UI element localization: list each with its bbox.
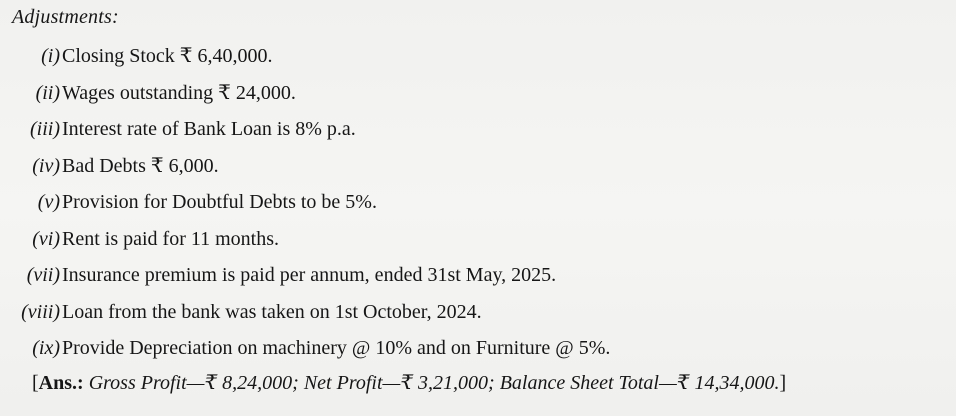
item-number: (vii) xyxy=(26,264,60,286)
item-text: Interest rate of Bank Loan is 8% p.a. xyxy=(62,118,356,140)
item-number: (viii) xyxy=(21,300,60,323)
answer-label: Ans.: xyxy=(38,372,84,394)
item-number: (iii) xyxy=(30,118,60,140)
answer-close-bracket: ] xyxy=(779,372,787,394)
list-item xyxy=(0,38,956,75)
list-item xyxy=(0,257,956,294)
item-text: Insurance premium is paid per annum, ended 31st May, 2025. xyxy=(62,264,557,286)
item-number: (vi) xyxy=(32,227,60,250)
answer-text: Gross Profit—₹ 8,24,000; Net Profit—₹ 3,21,000; Balance Sheet Total—₹ 14,34,000. xyxy=(88,372,780,394)
item-text: Rent is paid for 11 months. xyxy=(62,227,280,250)
item-number: (i) xyxy=(41,45,60,67)
list-item xyxy=(0,111,956,148)
item-text: Provision for Doubtful Debts to be 5%. xyxy=(62,191,377,213)
item-text: Closing Stock ₹ 6,40,000. xyxy=(62,45,273,67)
list-item xyxy=(0,294,956,331)
answer-open-bracket: [ xyxy=(32,372,39,394)
item-number: (v) xyxy=(37,191,60,213)
item-number: (ix) xyxy=(32,337,60,359)
item-text: Bad Debts ₹ 6,000. xyxy=(62,154,219,177)
item-text: Provide Depreciation on machinery @ 10% and on Furniture @ 5%. xyxy=(62,337,611,359)
answer-line xyxy=(32,370,786,395)
adjustments-list xyxy=(0,38,956,367)
item-number: (iv) xyxy=(32,154,60,177)
list-item xyxy=(0,148,956,185)
item-number: (ii) xyxy=(35,81,60,104)
list-item xyxy=(0,330,956,367)
list-item xyxy=(0,221,956,258)
list-item xyxy=(0,184,956,221)
item-text: Loan from the bank was taken on 1st October, 2024. xyxy=(62,300,482,323)
adjustments-heading: Adjustments: xyxy=(12,6,119,28)
list-item xyxy=(0,75,956,112)
item-text: Wages outstanding ₹ 24,000. xyxy=(62,81,296,104)
